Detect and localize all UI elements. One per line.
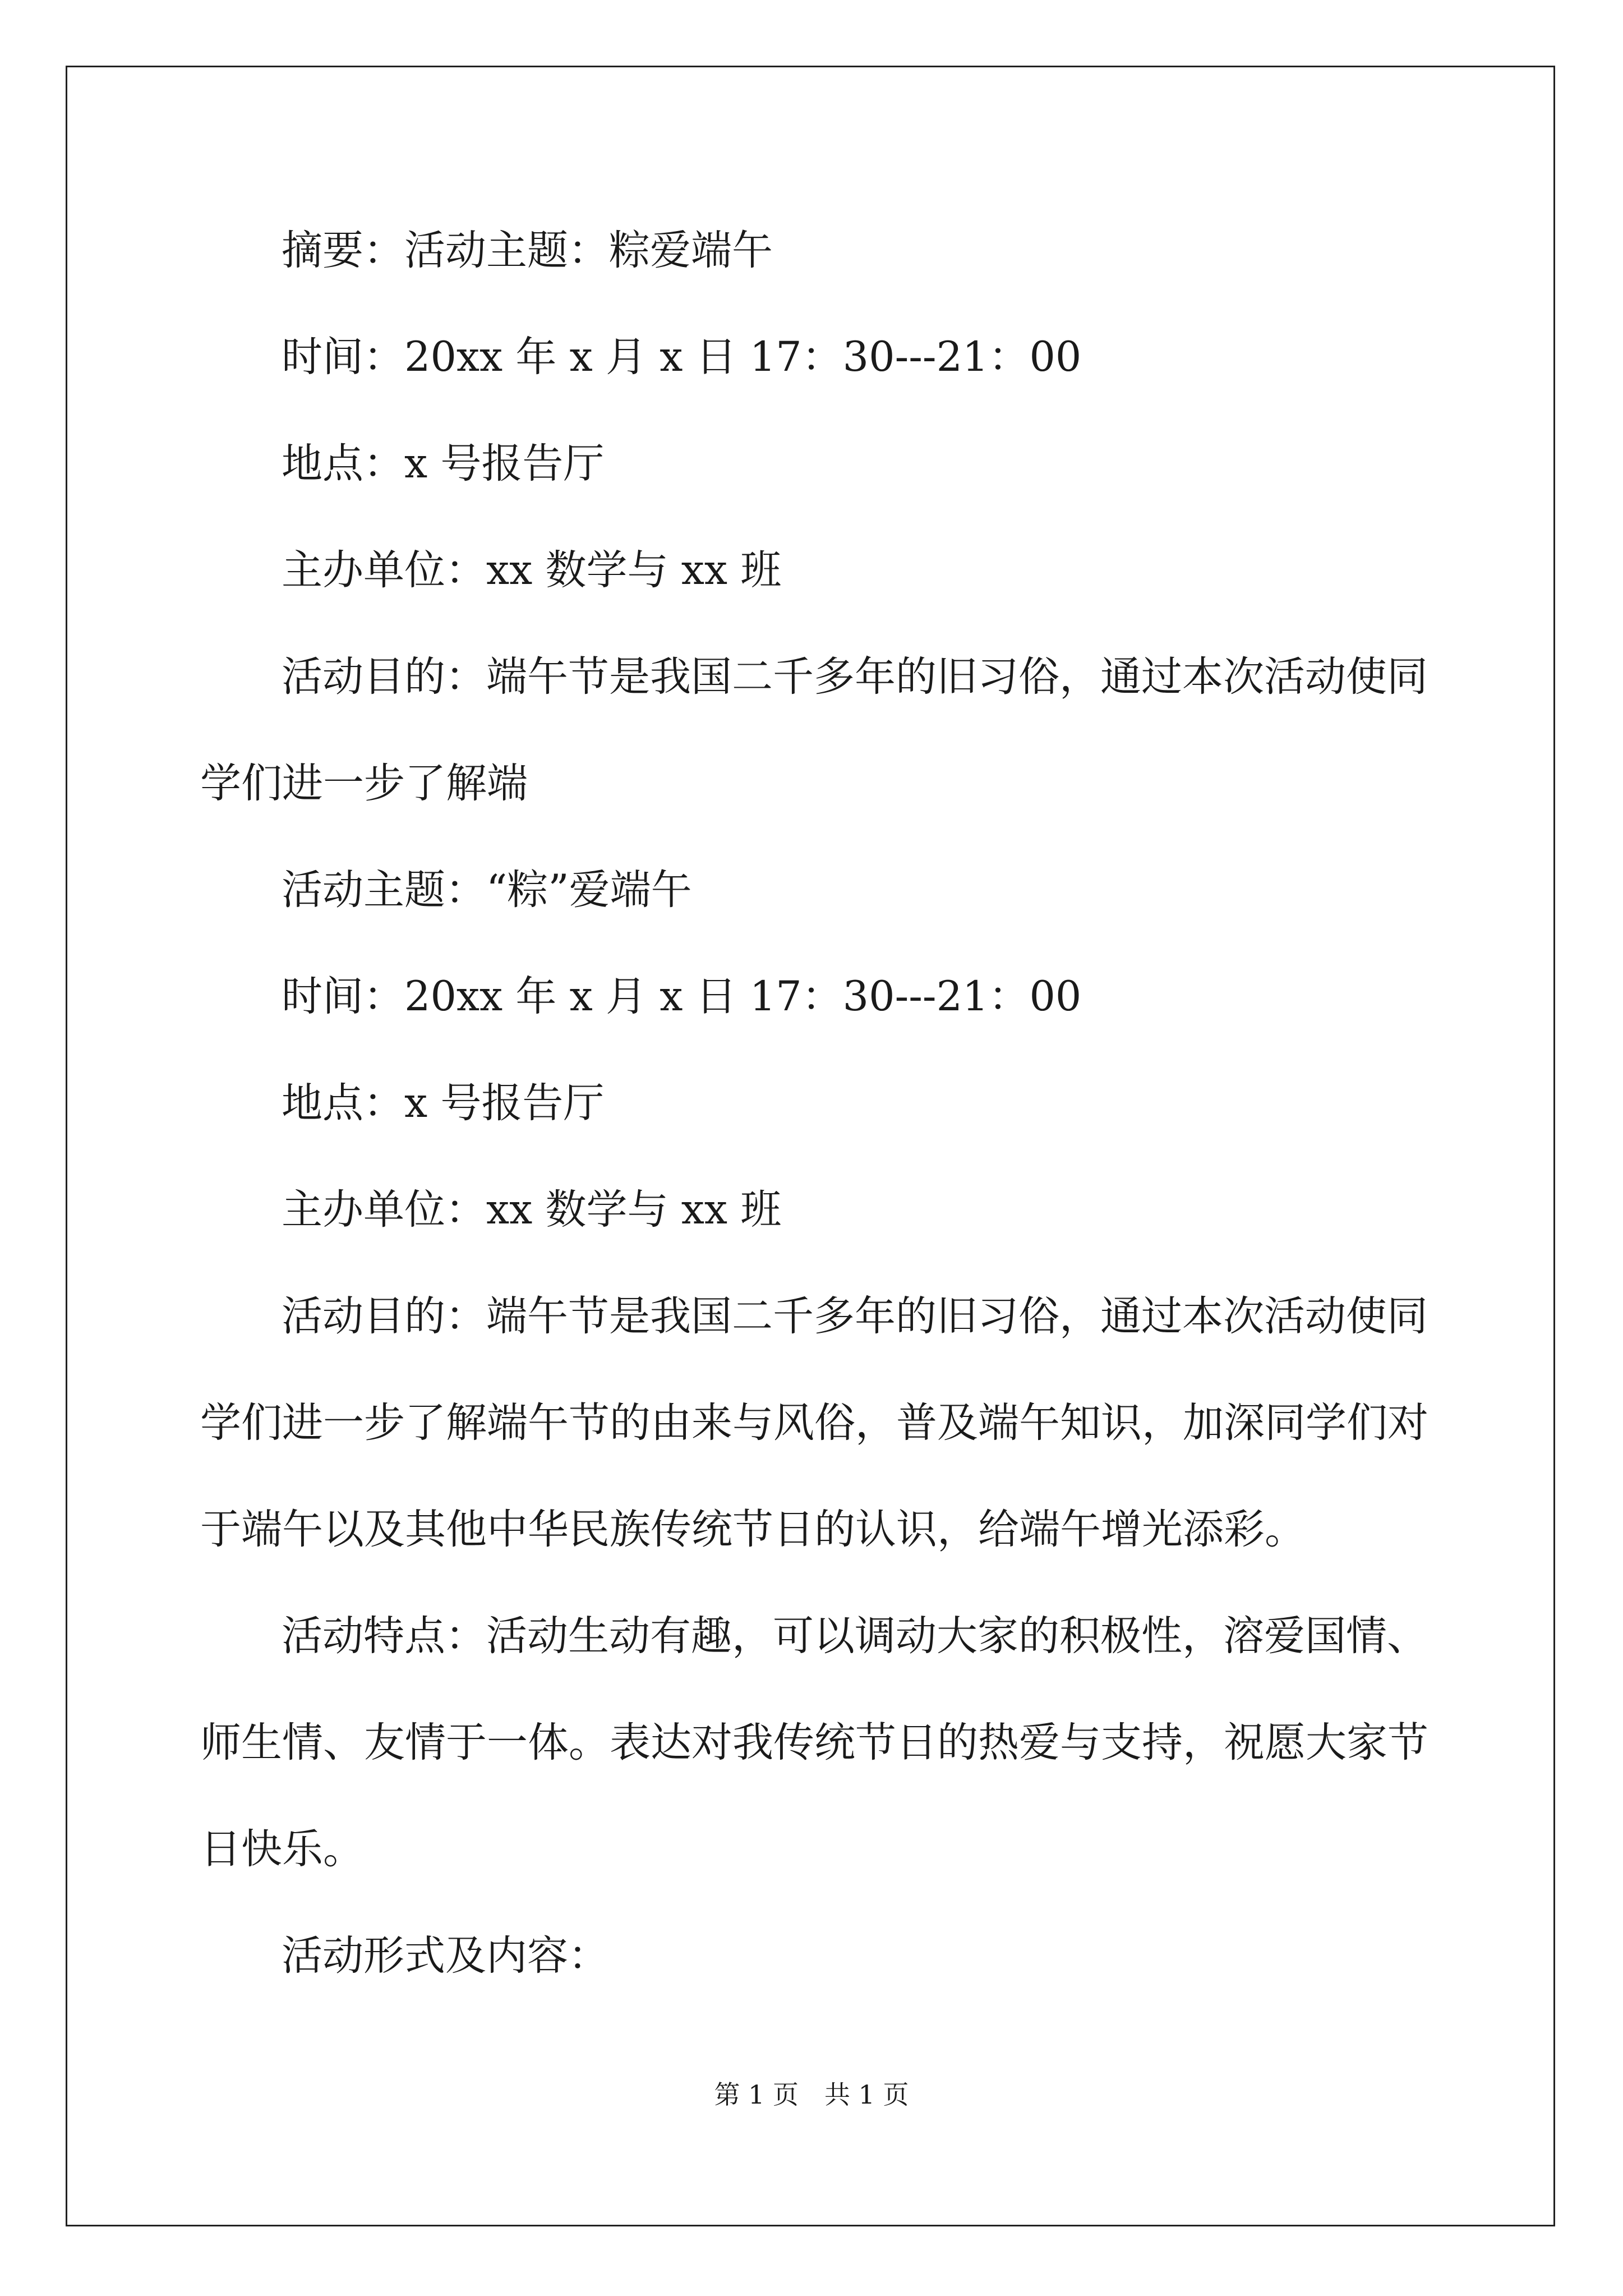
text-line: 学们进一步了解端: [200, 760, 528, 807]
text-line: 摘要：活动主题：粽爱端午: [282, 227, 773, 274]
page-border: [66, 66, 1555, 2226]
text-line: 时间：20xx 年 x 月 x 日 17：30---21：00: [282, 333, 1082, 381]
text-line: 活动目的：端午节是我国二千多年的旧习俗，通过本次活动使同: [282, 1292, 1428, 1340]
text-line: 主办单位：xx 数学与 xx 班: [282, 546, 782, 594]
text-line: 日快乐。: [200, 1825, 364, 1873]
text-line: 学们进一步了解端午节的由来与风俗，普及端午知识，加深同学们对: [200, 1399, 1428, 1447]
text-line: 地点：x 号报告厅: [282, 440, 605, 487]
text-line: 主办单位：xx 数学与 xx 班: [282, 1186, 782, 1234]
text-line: 地点：x 号报告厅: [282, 1079, 605, 1127]
text-line: 师生情、友情于一体。表达对我传统节日的热爱与支持，祝愿大家节: [200, 1719, 1428, 1766]
text-line: 活动形式及内容：: [282, 1932, 609, 1980]
text-line: 时间：20xx 年 x 月 x 日 17：30---21：00: [282, 973, 1082, 1020]
text-line: 活动目的：端午节是我国二千多年的旧习俗，通过本次活动使同: [282, 653, 1428, 701]
page-footer: 第 1 页 共 1 页: [714, 2079, 909, 2110]
text-line: 活动主题：“粽”爱端午: [282, 866, 692, 914]
text-line: 活动特点：活动生动有趣，可以调动大家的积极性，溶爱国情、: [282, 1612, 1428, 1660]
text-line: 于端午以及其他中华民族传统节日的认识，给端午增光添彩。: [200, 1506, 1306, 1553]
